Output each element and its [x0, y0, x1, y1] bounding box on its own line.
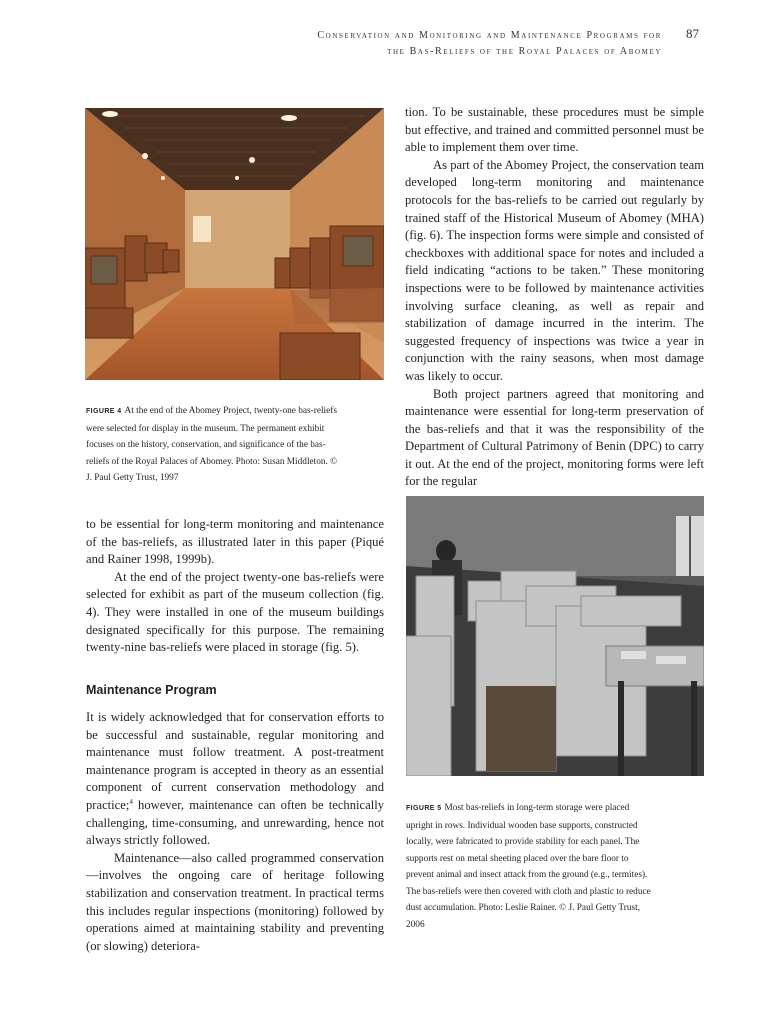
paragraph: Both project partners agreed that monitoring and maintenance were essential for long-term preservation of the bas-reliefs and that it was the responsibility of the Department of Cultural Patrimony of Benin (DPC) to carry it out. At the end of the project, monitoring forms were left for the regular — [405, 386, 704, 489]
paragraph: tion. To be sustainable, these procedures must be simple but effective, and trained and committed personnel must be able to implement them over time. — [405, 105, 704, 155]
right-column-text — [405, 104, 704, 491]
figure-5-label: FIGURE 5 — [406, 805, 442, 812]
left-column-text — [86, 516, 384, 657]
footnote-reference[interactable]: 4 — [129, 797, 133, 806]
running-header — [200, 28, 662, 60]
paragraph: At the end of the project twenty-one bas-reliefs were selected for exhibit as part of the museum collection (fig. 4). They were installed in one of the museum buildings designated specifically for this purpose. The remaining twenty-nine bas-reliefs were placed in storage (fig. 5). — [86, 569, 384, 655]
page-number: 87 — [686, 26, 699, 41]
figure-4-photo — [85, 108, 384, 380]
paragraph: Maintenance—also called programmed conservation—involves the ongoing care of heritage following stabilization and conservation treatment. In practical terms this includes regular inspections (monitoring) followed by operations aimed at maintaining stability and preventing (or slowing) deteriora- — [86, 850, 384, 953]
figure-4-caption — [86, 403, 342, 487]
paragraph: As part of the Abomey Project, the conservation team developed long-term monitoring and maintenance protocols for the bas-reliefs to be carried out regularly by trained staff of the Historical Museum of Abomey (MHA) (fig. 6). The inspection forms were simple and consisted of checkboxes with additional space for notes and included a field indicating “actions to be taken.” These monitoring inspections were to be followed by maintenance activities involving surface cleaning, as well as repair and stabilization of damage incurred in the interim. The suggested frequency of inspections was twice a year in conjunction with the rainy seasons, when most damage was likely to occur. — [405, 157, 704, 383]
paragraph-text: however, maintenance can often be technically challenging, time-consuming, and unrewarding, hence not always strictly followed. — [86, 797, 384, 848]
running-header-line-1: Conservation and Monitoring and Maintenance Programs for — [317, 30, 662, 41]
maintenance-section-text — [86, 709, 384, 955]
figure-5-caption-text: Most bas-reliefs in long-term storage were placed upright in rows. Individual wooden base supports, constructed locally, were fabricated to provide stability for each panel. The supports rest on metal sheeting placed over the bare floor to prevent animal and insect attack from the ground (e.g., termites). The bas-reliefs were then covered with cloth and plastic to reduce dust accumulation. Photo: Leslie Rainer. © J. Paul Getty Trust, 2006 — [406, 803, 651, 930]
figure-5-caption — [406, 800, 652, 933]
paragraph-text: It is widely acknowledged that for conservation efforts to be successful and sustainable, regular monitoring and maintenance must follow treatment. A post-treatment maintenance program is accepted in theory as an essential component of current conservation methodology and practice; — [86, 710, 384, 812]
figure-5-photo — [406, 496, 704, 776]
paragraph — [86, 709, 384, 850]
figure-4-caption-text: At the end of the Abomey Project, twenty-one bas-reliefs were selected for display in the museum. The permanent exhibit focuses on the history, conservation, and significance of the bas-reliefs of the Royal Palaces of Abomey. Photo: Susan Middleton. © J. Paul Getty Trust, 1997 — [86, 406, 338, 483]
section-heading: Maintenance Program — [86, 683, 217, 697]
running-header-line-2: the Bas-Reliefs of the Royal Palaces of Abomey — [387, 46, 662, 57]
paragraph: to be essential for long-term monitoring and maintenance of the bas-reliefs, as illustrated later in this paper (Piqué and Rainer 1998, 1999b). — [86, 517, 384, 567]
figure-4-label: FIGURE 4 — [86, 408, 122, 415]
